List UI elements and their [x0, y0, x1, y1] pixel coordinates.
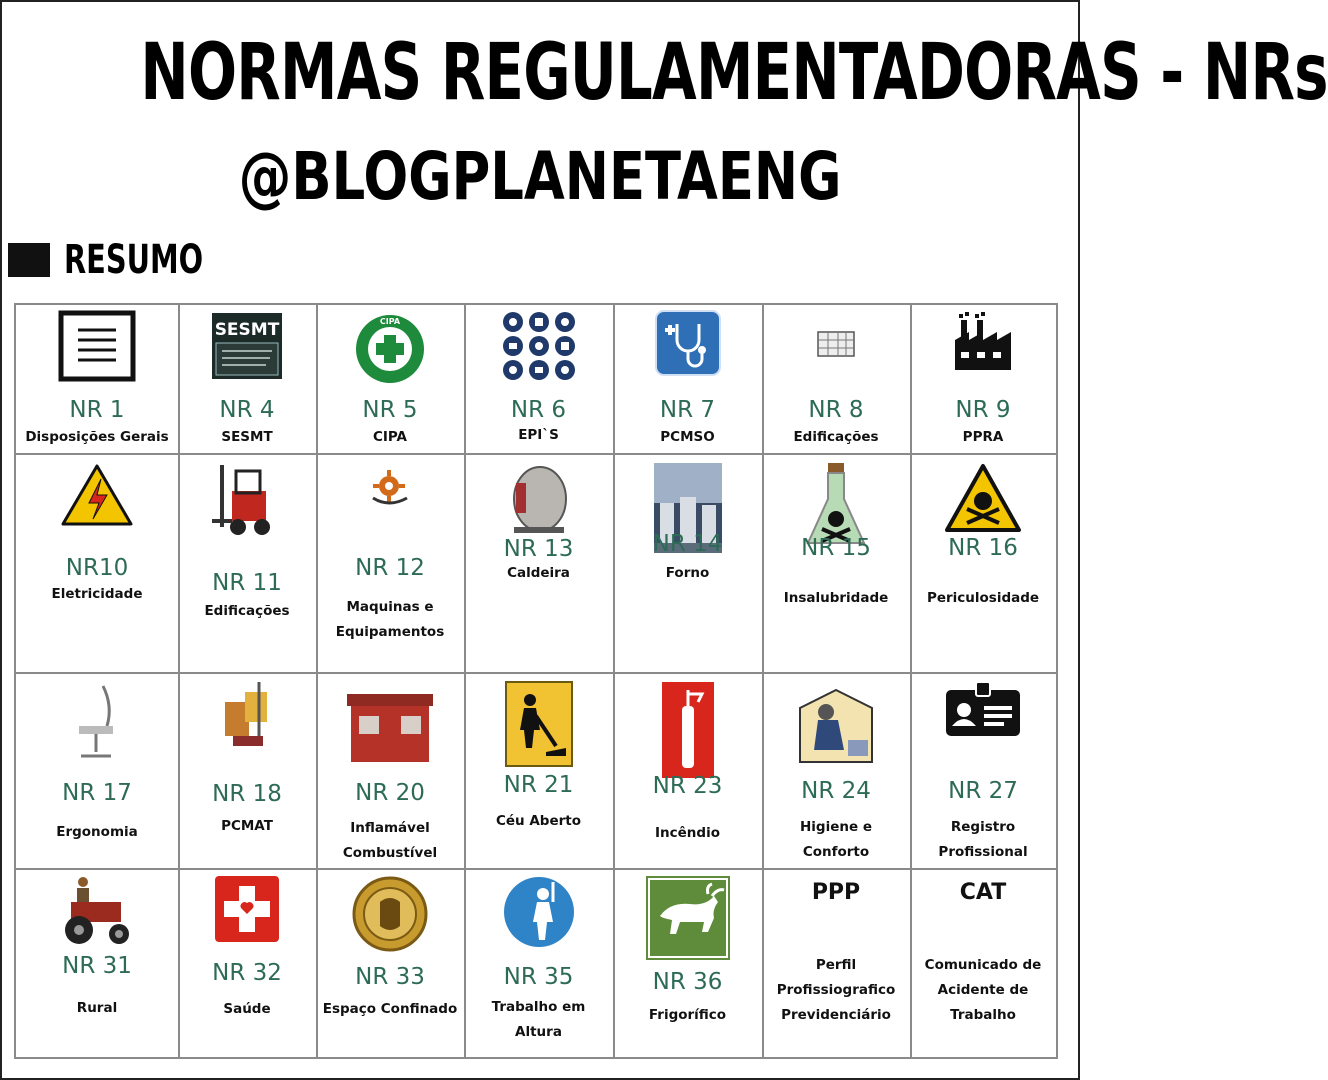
nr-table — [14, 303, 1058, 1059]
nr-number: NR 14 — [652, 531, 723, 557]
section-header — [8, 238, 257, 282]
nr-cell — [613, 868, 762, 1057]
harness-icon — [503, 876, 575, 952]
nr-cell — [16, 305, 178, 453]
nr-number: NR 15 — [801, 535, 871, 561]
tractor-icon — [61, 876, 133, 950]
boiler-icon — [504, 463, 574, 541]
nr-cell — [613, 305, 762, 453]
nr-number: NR 23 — [652, 773, 723, 799]
svg-text:CIPA: CIPA — [379, 317, 401, 326]
nr-description: CIPA — [372, 429, 408, 445]
nr-cell — [316, 672, 464, 868]
forklift-icon — [212, 463, 282, 541]
nr-cell — [16, 453, 178, 672]
nr-cell — [178, 305, 316, 453]
nr-number: NR 18 — [212, 781, 282, 807]
nr-number: NR 9 — [955, 397, 1011, 423]
nr-cell — [762, 453, 910, 672]
nr-number: CAT — [959, 880, 1007, 905]
nr-description: Edificações — [204, 603, 290, 619]
nr-number: NR 6 — [510, 397, 567, 423]
nr-cell — [178, 453, 316, 672]
nr-number: NR 12 — [355, 555, 425, 581]
nr-description: Trabalho em Altura — [491, 999, 586, 1040]
nr-description: SESMT — [221, 429, 273, 445]
page-subtitle: @BLOGPLANETAENG — [238, 138, 842, 215]
nr-description: Maquinas e Equipamentos — [335, 599, 445, 640]
nr-cell — [910, 305, 1056, 453]
nr-description: Comunicado de Acidente de Trabalho — [924, 957, 1042, 1023]
nr-number: NR 24 — [801, 778, 871, 804]
nr-cell — [613, 672, 762, 868]
section-label: RESUMO — [64, 237, 204, 283]
nr-number: NR 5 — [362, 397, 418, 423]
container-icon — [347, 682, 433, 772]
nr-number: NR 1 — [69, 397, 125, 423]
nr-number: NR 31 — [62, 953, 132, 979]
nr-description: Inflamável Combustível — [342, 820, 438, 861]
electric-hazard-icon — [61, 463, 133, 531]
nr-description: Edificações — [793, 429, 879, 445]
nr-number: NR 21 — [503, 772, 574, 798]
nr-number: NR 33 — [355, 964, 425, 990]
nr-number: NR 11 — [212, 570, 282, 596]
nr-description: Saúde — [223, 1001, 271, 1017]
nr-cell — [16, 868, 178, 1057]
nr-description: Disposições Gerais — [25, 429, 169, 445]
nr-number: NR 16 — [948, 535, 1018, 561]
nr-description: Frigorífico — [648, 1007, 727, 1023]
nr-description: Rural — [76, 1000, 118, 1016]
nr-number: NR 17 — [62, 780, 132, 806]
nr-description: Registro Profissional — [938, 819, 1028, 860]
nr-description: Caldeira — [507, 565, 570, 581]
nr-cell — [762, 305, 910, 453]
nr-cell — [910, 453, 1056, 672]
worker-sign-icon — [506, 682, 572, 770]
nr-cell — [464, 305, 613, 453]
medical-stethoscope-icon — [655, 310, 721, 380]
nr-number: PPP — [811, 880, 861, 905]
nr-number: NR 35 — [503, 964, 574, 990]
nr-cell — [464, 868, 613, 1057]
nr-cell — [178, 672, 316, 868]
id-card-icon — [944, 682, 1022, 742]
confined-space-seal-icon — [350, 876, 430, 956]
nr-number: NR 8 — [808, 397, 864, 423]
nr-number: NR 13 — [503, 536, 574, 562]
nr-cell — [178, 868, 316, 1057]
nr-description: Insalubridade — [783, 590, 889, 606]
nr-cell — [464, 672, 613, 868]
nr-description: Higiene e Conforto — [800, 819, 872, 860]
nr-description: Forno — [665, 565, 710, 581]
ppe-symbols-icon — [501, 310, 577, 386]
nr-number: NR 36 — [652, 969, 723, 995]
nr-description: PCMSO — [660, 429, 715, 445]
nr-description: Eletricidade — [51, 586, 143, 602]
nr-description: Periculosidade — [926, 590, 1040, 606]
nr-description: Espaço Confinado — [322, 1001, 458, 1017]
section-square-icon — [8, 243, 50, 277]
nr-number: NR 32 — [212, 960, 282, 986]
nr-cell — [910, 868, 1056, 1057]
nr-description: Ergonomia — [56, 824, 138, 840]
nr-cell — [464, 453, 613, 672]
gear-icon — [367, 468, 413, 512]
document-icon — [58, 310, 136, 386]
svg-text:SESMT: SESMT — [214, 320, 280, 340]
nr-number: NR 7 — [659, 397, 716, 423]
nr-number: NR 4 — [219, 397, 275, 423]
cleaning-woman-icon — [796, 682, 876, 774]
building-icon — [798, 310, 874, 386]
cipa-badge-icon — [354, 313, 426, 389]
nr-cell — [613, 453, 762, 672]
nr-number: NR 27 — [948, 778, 1018, 804]
nr-number: NR 20 — [355, 780, 425, 806]
nr-description: Perfil Profissiografico Previdenciário — [776, 957, 896, 1023]
sesmt-sign-icon — [212, 313, 282, 383]
nr-cell — [316, 868, 464, 1057]
nr-description: Incêndio — [655, 825, 720, 841]
health-cross-icon — [215, 876, 279, 946]
factory-icon — [951, 310, 1015, 374]
nr-description: PCMAT — [221, 818, 273, 834]
nr-cell — [316, 305, 464, 453]
nr-cell — [762, 672, 910, 868]
nr-cell — [316, 453, 464, 672]
danger-skull-icon — [945, 463, 1021, 537]
nr-cell — [16, 672, 178, 868]
nr-description: PPRA — [962, 429, 1004, 445]
fire-extinguisher-icon — [662, 682, 714, 782]
page-title: NORMAS REGULAMENTADORAS - NRs — [140, 28, 1328, 118]
nr-description: EPI`S — [518, 427, 559, 443]
nr-cell — [762, 868, 910, 1057]
bull-icon — [646, 876, 730, 964]
nr-cell — [910, 672, 1056, 868]
nr-description: Céu Aberto — [495, 813, 582, 829]
office-chair-icon — [69, 682, 125, 770]
construction-icon — [219, 682, 275, 754]
nr-number: NR10 — [65, 555, 129, 581]
